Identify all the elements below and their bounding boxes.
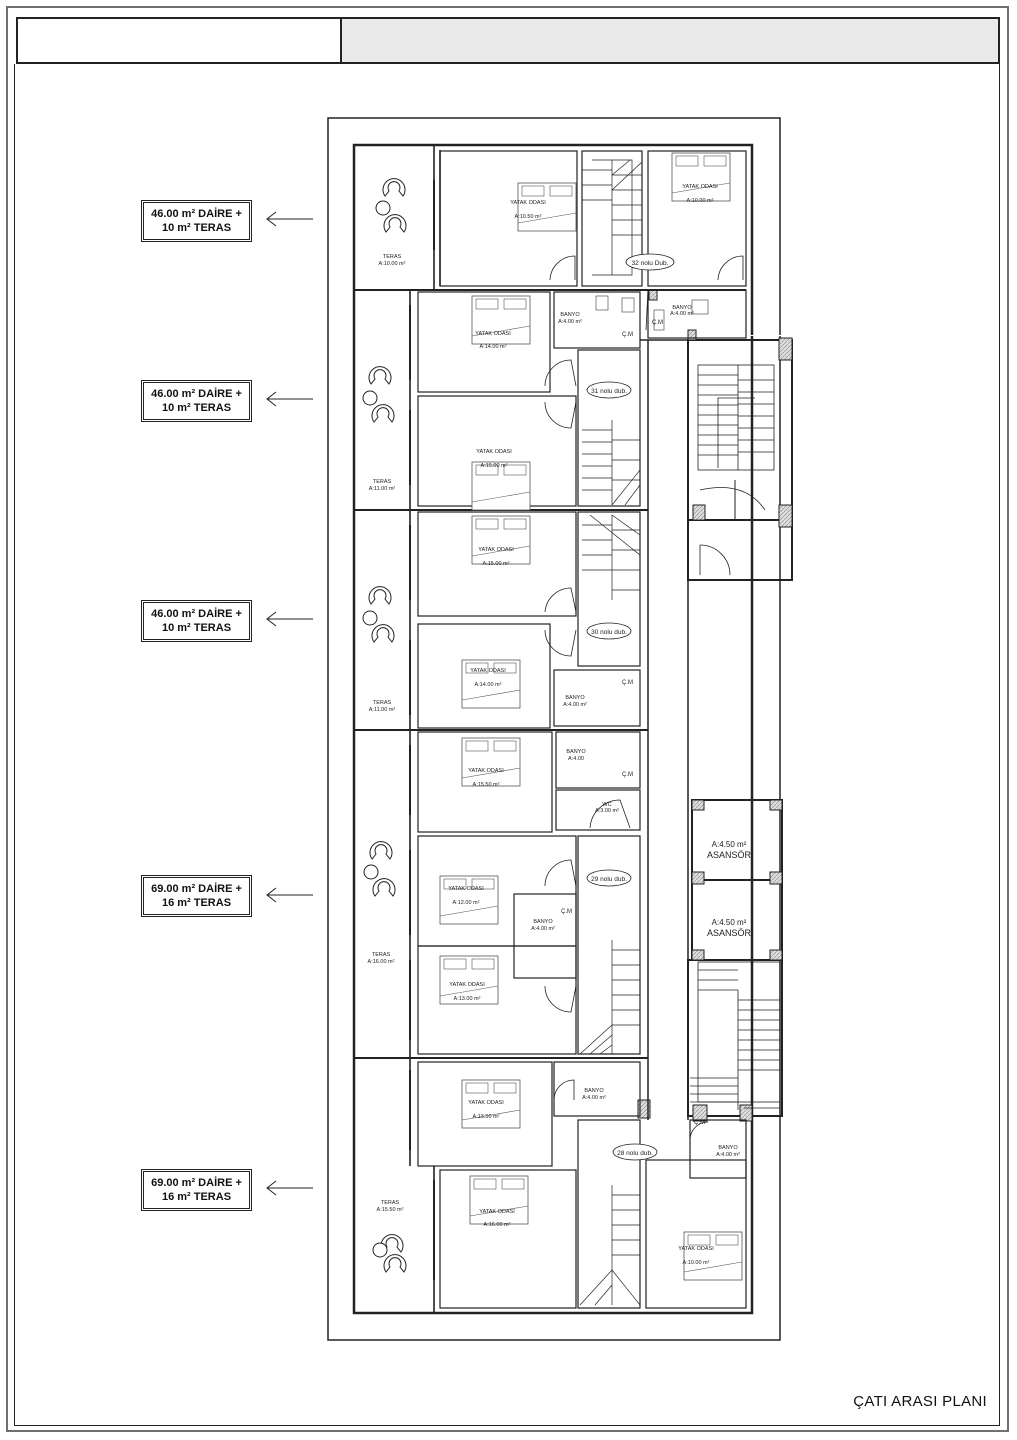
elevator-name: ASANSÖR [706, 850, 752, 860]
room-name: TERAS [372, 479, 392, 485]
room-name: BANYO [565, 695, 585, 701]
room-name: BANYO [672, 305, 692, 311]
room-name: TERAS [380, 1200, 400, 1206]
duplex-label: 31 nolu dub. [591, 388, 627, 395]
room-area: A:10.00 m² [686, 198, 714, 204]
room-area: A:12.00 m² [452, 900, 480, 906]
room-name: YATAK ODASI [682, 184, 718, 190]
fixture-label: Ç.M [561, 909, 572, 915]
room-area: A:14.00 m² [479, 344, 507, 350]
fixture-label: Ç.M [622, 680, 633, 686]
room-area: A:4.00 m² [582, 1095, 606, 1101]
fixture-label: Ç.M [652, 320, 663, 326]
room-area: A:16.00 m² [367, 959, 395, 965]
room-area: A:15.50 m² [376, 1207, 404, 1213]
room-name: YATAK ODASI [468, 768, 504, 774]
fixture-label: Ç.M [622, 332, 633, 338]
elevator-area: A:4.50 m² [711, 840, 747, 849]
room-name: YATAK ODASI [479, 1209, 515, 1215]
unit-30-stair [582, 515, 640, 600]
room-area: A:15.00 m² [482, 561, 510, 567]
unit-label-terrace: 10 m² TERAS [161, 222, 232, 234]
drawing-title: ÇATI ARASI PLANI [853, 1393, 987, 1410]
room-area: A:13.00 m² [453, 996, 481, 1002]
room-area: A:15.00 m² [480, 463, 508, 469]
duplex-label: 28 nolu dub. [617, 1150, 653, 1157]
room-area: A:3.00 m² [595, 808, 619, 814]
duplex-label: 30 nolu dub. [591, 629, 627, 636]
room-name: YATAK ODASI [468, 1100, 504, 1106]
elevator-area: A:4.50 m² [711, 918, 747, 927]
duplex-label: 29 nolu dub. [591, 876, 627, 883]
room-area: A:15.50 m² [472, 782, 500, 788]
unit-label-terrace: 16 m² TERAS [161, 1191, 232, 1203]
room-area: A:14.00 m² [474, 682, 502, 688]
room-name: TERAS [382, 254, 402, 260]
room-name: YATAK ODASI [448, 886, 484, 892]
room-name: YATAK ODASI [510, 200, 546, 206]
room-name: BANYO [718, 1145, 738, 1151]
room-area: A:4.00 m² [531, 926, 555, 932]
unit-label-area: 69.00 m² DAİRE + [151, 883, 242, 895]
room-name: WC [602, 802, 612, 808]
core-stair [698, 365, 774, 575]
elevator-labels [707, 840, 752, 938]
unit-28-stair [580, 1185, 640, 1305]
unit-29-stair [580, 940, 640, 1054]
room-area: A:11.00 m² [368, 486, 396, 492]
room-area: A:10.00 m² [682, 1260, 710, 1266]
room-name: BANYO [533, 919, 553, 925]
fixture-label: Ç.M [694, 1120, 705, 1126]
room-area: A:4.00 [568, 756, 584, 762]
room-area: A:13.50 m² [472, 1114, 500, 1120]
duplex-label: 32 nolu Dub. [631, 260, 669, 267]
unit-label-area: 46.00 m² DAİRE + [151, 208, 242, 220]
room-name: YATAK ODASI [470, 668, 506, 674]
room-area: A:4.00 m² [716, 1152, 740, 1158]
unit-label-area: 46.00 m² DAİRE + [151, 388, 242, 400]
room-area: A:4.00 m² [670, 311, 694, 317]
room-area: A:11.00 m² [368, 707, 396, 713]
room-name: BANYO [584, 1088, 604, 1094]
room-name: YATAK ODASI [478, 547, 514, 553]
room-name: YATAK ODASI [475, 331, 511, 337]
terrace-furniture [363, 179, 406, 1272]
elevator-name: ASANSÖR [706, 928, 752, 938]
room-name: BANYO [560, 312, 580, 318]
unit-label-terrace: 10 m² TERAS [161, 402, 232, 414]
room-area: A:16.00 m² [483, 1222, 511, 1228]
unit-label-terrace: 10 m² TERAS [161, 622, 232, 634]
lower-core-stair [690, 962, 780, 1110]
room-area: A:4.00 m² [558, 319, 582, 325]
unit-label-terrace: 16 m² TERAS [161, 897, 232, 909]
room-name: TERAS [371, 952, 391, 958]
unit-label-area: 69.00 m² DAİRE + [151, 1177, 242, 1189]
room-name: TERAS [372, 700, 392, 706]
unit-label-area: 46.00 m² DAİRE + [151, 608, 242, 620]
room-name: YATAK ODASI [678, 1246, 714, 1252]
room-name: BANYO [566, 749, 586, 755]
unit-31-stair [582, 420, 640, 505]
room-name: YATAK ODASI [476, 449, 512, 455]
room-area: A:10.00 m² [378, 261, 406, 267]
fixture-label: Ç.M [622, 772, 633, 778]
duplex-tags [587, 254, 674, 1160]
room-area: A:4.00 m² [563, 702, 587, 708]
room-area: A:10.50 m² [514, 214, 542, 220]
room-name: YATAK ODASI [449, 982, 485, 988]
fixture-labels [561, 320, 705, 1126]
